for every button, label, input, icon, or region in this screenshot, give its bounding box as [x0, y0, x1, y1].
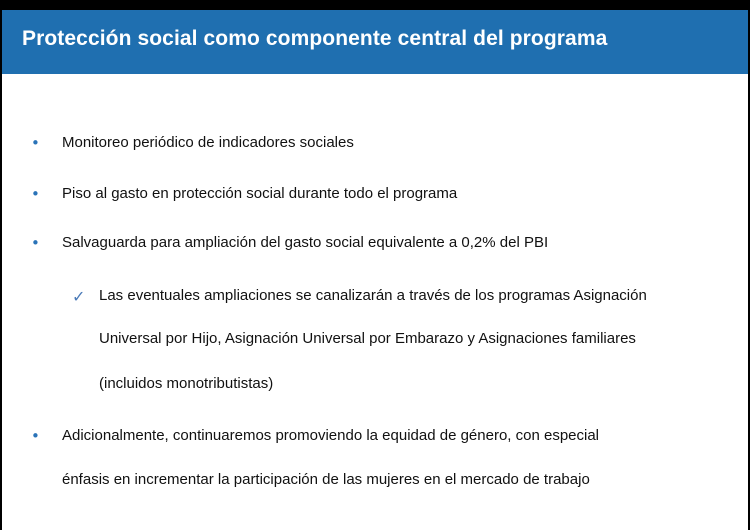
sub-bullet-line-2: Universal por Hijo, Asignación Universal por Embarazo y Asignaciones familiares — [99, 330, 636, 347]
bullet-dot-icon: • — [31, 185, 40, 203]
presentation-slide — [2, 10, 748, 530]
bullet-line-1: Adicionalmente, continuaremos promoviendo la equidad de género, con especial — [62, 427, 600, 444]
bullet-dot-icon: • — [31, 234, 40, 252]
slide-title: Protección social como componente central del programa — [22, 27, 608, 50]
sub-bullet-line-1: Las eventuales ampliaciones se canalizarán a través de los programas Asignación — [99, 287, 647, 304]
bullet-text: Piso al gasto en protección social durante todo el programa — [62, 185, 458, 202]
bullet-text: Monitoreo periódico de indicadores sociales — [62, 134, 354, 151]
sub-bullet-line-3: (incluidos monotributistas) — [99, 375, 274, 392]
bullet-dot-icon: • — [31, 427, 40, 445]
title-bar — [2, 10, 748, 74]
bullet-line-2: énfasis en incrementar la participación de las mujeres en el mercado de trabajo — [62, 471, 590, 488]
bullet-dot-icon: • — [31, 134, 40, 152]
bullet-text: Salvaguarda para ampliación del gasto social equivalente a 0,2% del PBI — [62, 234, 549, 251]
check-icon: ✓ — [72, 287, 86, 306]
